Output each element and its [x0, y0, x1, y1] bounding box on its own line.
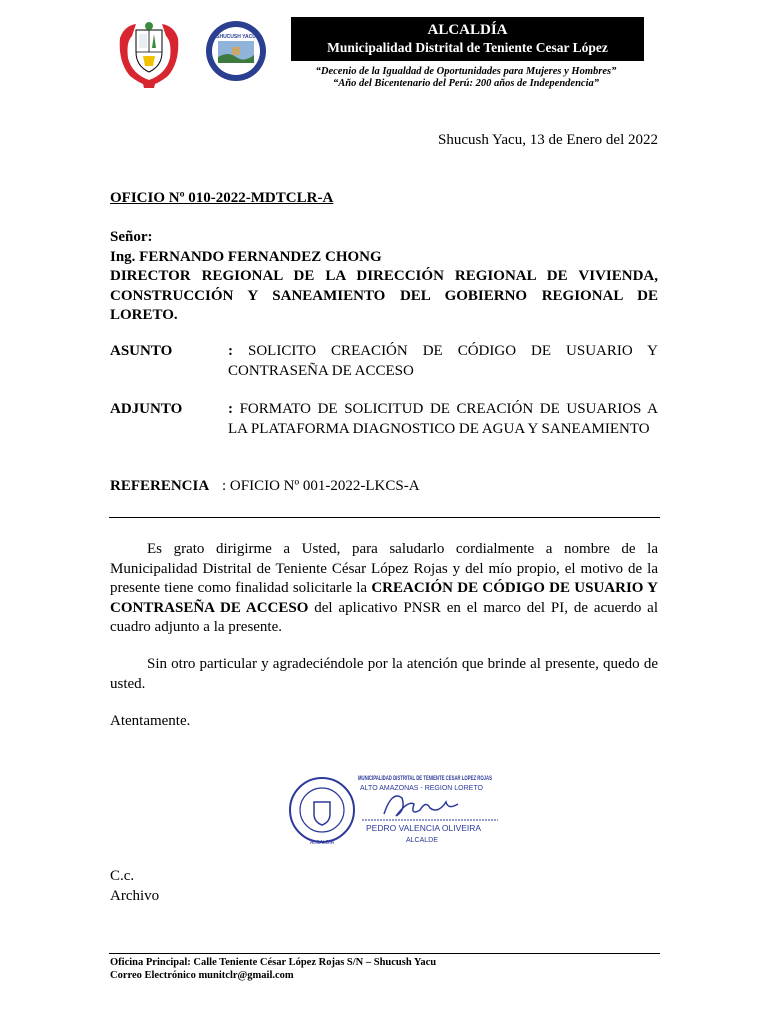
para1-text-a: Es grato dirigirme a Usted, para saludarlo cordialmente a nombre de la Municipalidad Distrital de Teniente César López Rojas y del mío propio, el motivo de la presente tiene como finalidad solicitarle la — [110, 541, 658, 596]
footer-separator — [109, 953, 660, 954]
oficio-number: OFICIO Nº 010-2022-MDTCLR-A — [110, 190, 334, 206]
cc-block — [110, 867, 159, 906]
stamp-line-2: ALTO AMAZONAS - REGION LORETO — [360, 785, 483, 792]
referencia-colon: : — [222, 478, 227, 494]
recipient-name: Ing. FERNANDO FERNANDEZ CHONG — [110, 248, 382, 265]
decade-line-1: “Decenio de la Igualdad de Oportunidades para Mujeres y Hombres” — [315, 66, 617, 77]
svg-text:ALCALDÍA: ALCALDÍA — [309, 840, 335, 846]
para1-bold: CREACIÓN DE CÓDIGO DE USUARIO Y CONTRASEÑA DE ACCESO — [110, 580, 658, 616]
adjunto-value-block — [228, 400, 658, 439]
handwritten-signature — [384, 796, 458, 816]
peru-coat-of-arms-icon — [118, 18, 180, 90]
cc-label: C.c. — [110, 868, 135, 884]
adjunto-value: FORMATO DE SOLICITUD DE CREACIÓN DE USUARIOS A LA PLATAFORMA DIAGNOSTICO DE AGUA Y SANEAMIENTO — [228, 401, 658, 437]
footer-email: Correo Electrónico munitclr@gmail.com — [110, 970, 294, 981]
municipal-seal-icon — [204, 19, 268, 83]
header-title-box — [291, 17, 644, 61]
asunto-colon: : — [228, 343, 233, 359]
signature-stamp — [288, 770, 500, 848]
adjunto-label: ADJUNTO — [110, 401, 183, 417]
header-title-municipality: Municipalidad Distrital de Teniente Cesar López — [327, 40, 608, 55]
svg-text:SHUCUSH YACU: SHUCUSH YACU — [216, 34, 256, 40]
referencia-value: OFICIO Nº 001-2022-LKCS-A — [229, 478, 420, 494]
header-decade-text — [280, 66, 652, 90]
body-paragraph-2: Sin otro particular y agradeciéndole por la atención que brinde al presente, quedo de usted. — [110, 656, 658, 692]
asunto-value-block — [228, 342, 658, 381]
referencia-label: REFERENCIA — [110, 478, 210, 494]
recipient-title: DIRECTOR REGIONAL DE LA DIRECCIÓN REGIONAL DE VIVIENDA, CONSTRUCCIÓN Y SANEAMIENTO DEL GOBIERNO REGIONAL DE LORETO. — [110, 268, 658, 323]
stamp-name: PEDRO VALENCIA OLIVEIRA — [366, 823, 482, 833]
para1-text-b: del aplicativo PNSR en el marco del PI, de acuerdo al cuadro adjunto a la presente. — [110, 599, 658, 635]
asunto-value: SOLICITO CREACIÓN DE CÓDIGO DE USUARIO Y CONTRASEÑA DE ACCESO — [228, 343, 658, 379]
stamp-line-1: MUNICIPALIDAD DISTRITAL DE TENIENTE CESAR LOPEZ ROJAS — [358, 776, 492, 782]
closing: Atentamente. — [110, 713, 191, 729]
separator-line — [109, 517, 660, 518]
footer-address: Oficina Principal: Calle Teniente César López Rojas S/N – Shucush Yacu — [110, 957, 437, 968]
stamp-role: ALCALDE — [406, 837, 438, 844]
asunto-label: ASUNTO — [110, 343, 173, 359]
round-seal-icon — [290, 778, 354, 846]
referencia-value-block — [222, 477, 420, 497]
decade-line-2: “Año del Bicentenario del Perú: 200 años de Independencia” — [333, 78, 599, 89]
archivo-label: Archivo — [110, 887, 160, 904]
header-title-alcaldia: ALCALDÍA — [427, 22, 508, 38]
body-paragraph-1 — [110, 540, 658, 638]
adjunto-colon: : — [228, 401, 233, 417]
addressee-block — [110, 228, 658, 326]
letter-dateline: Shucush Yacu, 13 de Enero del 2022 — [438, 132, 658, 148]
footer — [110, 956, 436, 982]
salutation: Señor: — [110, 229, 153, 245]
